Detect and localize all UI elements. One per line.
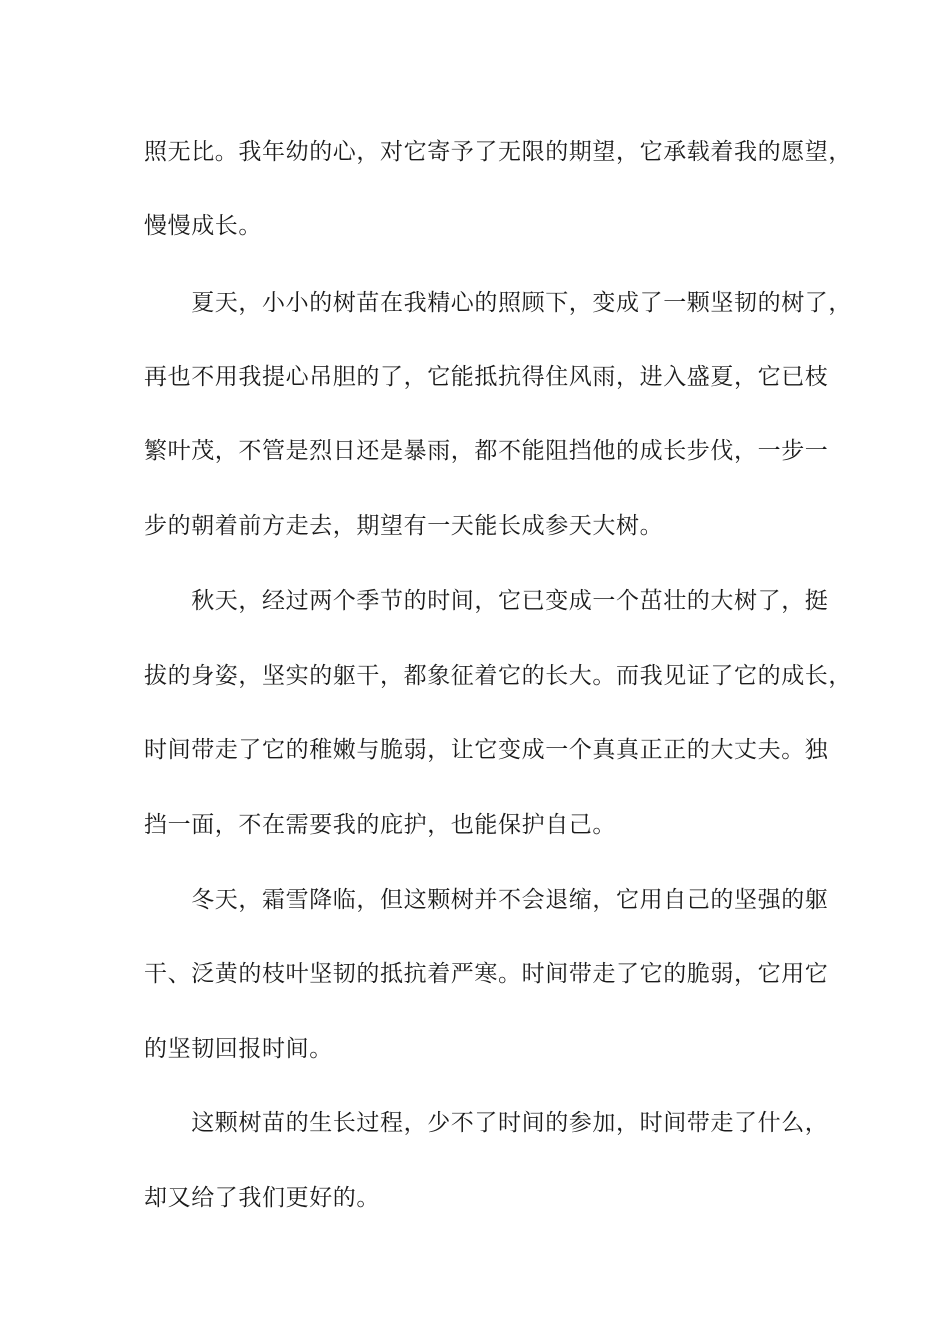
text-line: 再也不用我提心吊胆的了，它能抵抗得住风雨，进入盛夏，它已枝 xyxy=(144,364,829,390)
text-line: 却又给了我们更好的。 xyxy=(144,1185,380,1211)
text-line: 挡一面，不在需要我的庇护，也能保护自己。 xyxy=(144,812,616,838)
text-line: 干、泛黄的枝叶坚韧的抵抗着严寒。时间带走了它的脆弱，它用它 xyxy=(144,961,829,987)
text-line: 拔的身姿，坚实的躯干，都象征着它的长大。而我见证了它的成长， xyxy=(144,663,852,689)
text-line: 时间带走了它的稚嫩与脆弱，让它变成一个真真正正的大丈夫。独 xyxy=(144,737,829,763)
text-line: 秋天，经过两个季节的时间，它已变成一个茁壮的大树了，挺 xyxy=(144,588,829,614)
text-line: 夏天，小小的树苗在我精心的照顾下，变成了一颗坚韧的树了， xyxy=(144,290,852,316)
text-line: 步的朝着前方走去，期望有一天能长成参天大树。 xyxy=(144,513,664,539)
text-line: 繁叶茂，不管是烈日还是暴雨，都不能阻挡他的成长步伐，一步一 xyxy=(144,438,829,464)
text-line: 慢慢成长。 xyxy=(144,213,262,239)
text-line: 冬天，霜雪降临，但这颗树并不会退缩，它用自己的坚强的躯 xyxy=(144,887,829,913)
text-line: 照无比。我年幼的心，对它寄予了无限的期望，它承载着我的愿望， xyxy=(144,139,852,165)
text-line: 这颗树苗的生长过程，少不了时间的参加，时间带走了什么， xyxy=(144,1110,829,1136)
text-line: 的坚韧回报时间。 xyxy=(144,1036,333,1062)
